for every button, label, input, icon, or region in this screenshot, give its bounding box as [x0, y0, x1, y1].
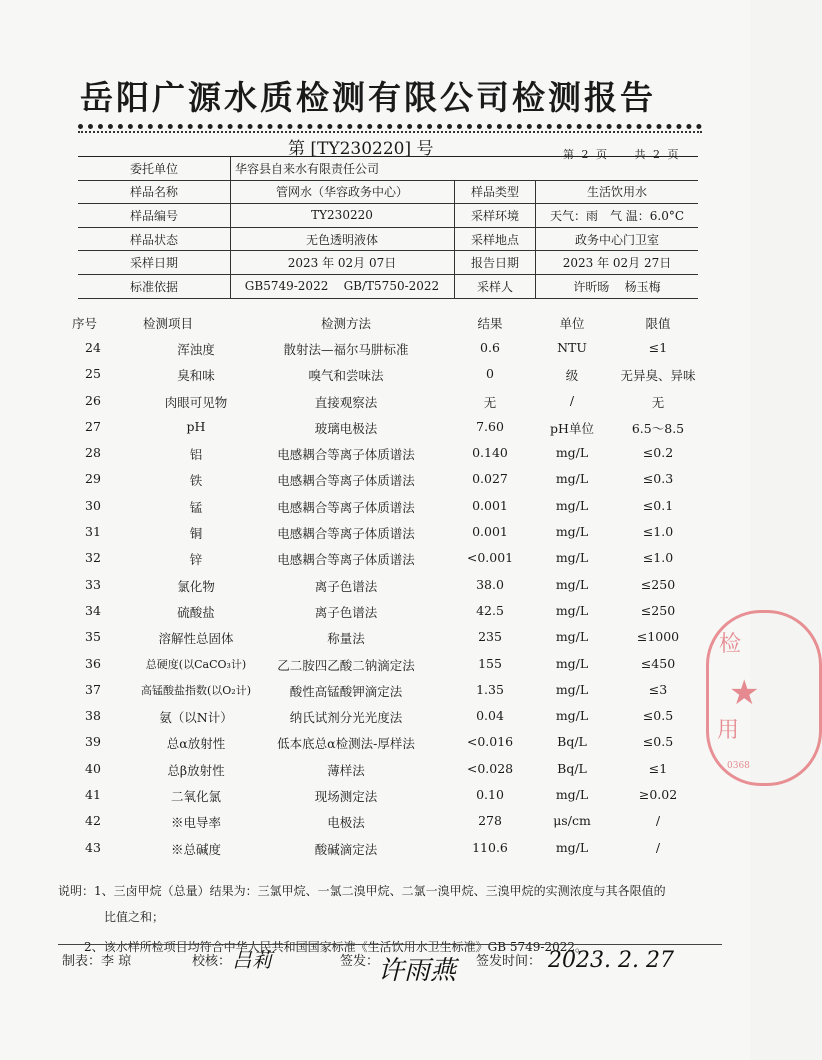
cell-limit: ≤1: [648, 340, 668, 355]
cell-item: 浑浊度: [177, 342, 215, 357]
cell-unit: μs/cm: [553, 813, 591, 829]
cell-limit: ≤1.0: [642, 550, 674, 566]
cell-item: 二氧化氯: [170, 789, 221, 805]
cell-no: 27: [85, 418, 101, 434]
cell-result: 0.001: [472, 497, 508, 513]
sample-type-value: 生活饮用水: [586, 185, 647, 200]
note-1: 说明：1、三卤甲烷（总量）结果为：三氯甲烷、一氯二溴甲烷、二氯一溴甲烷、三溴甲烷的实测浓度与其各限值的: [58, 884, 666, 898]
cell-no: 38: [85, 708, 101, 724]
cell-no: 32: [85, 550, 101, 566]
env-value: [536, 204, 698, 227]
cell-method: 电感耦合等离子体质谱法: [277, 447, 415, 463]
cell-method: 酸碱滴定法: [314, 841, 378, 857]
table-row: [68, 520, 708, 546]
prepared-by: 制表：李 琼: [62, 954, 132, 969]
table-row: [68, 573, 708, 599]
report-title: 岳阳广源水质检测有限公司检测报告: [80, 78, 656, 117]
cell-unit: mg/L: [555, 655, 589, 671]
note-2: 2、该水样所检项目均符合中华人民共和国国家标准《生活饮用水卫生标准》GB 5749-2022。: [84, 940, 587, 954]
cell-result: 0.001: [472, 524, 508, 540]
sample-info-table: [78, 156, 698, 299]
cell-no: 35: [85, 629, 101, 645]
info-row-client: [78, 157, 698, 181]
cell-limit: ≤0.3: [642, 471, 674, 487]
cell-unit: mg/L: [555, 681, 589, 697]
cell-result: 235: [478, 629, 502, 645]
results-table: [68, 336, 708, 862]
cell-result: 0.027: [472, 471, 508, 487]
cell-method: 现场测定法: [314, 789, 378, 805]
cell-item: 臭和味: [177, 368, 215, 384]
report-date-label: 报告日期: [454, 251, 536, 274]
table-row: [68, 783, 708, 809]
sample-date-value: 2023 年 02月 07日: [287, 256, 397, 271]
cell-item: 溶解性总固体: [158, 631, 234, 647]
table-row: [68, 494, 708, 520]
cell-unit: mg/L: [555, 787, 589, 803]
cell-no: 40: [85, 760, 101, 776]
site-value: 政务中心门卫室: [574, 232, 659, 247]
cell-method: 离子色谱法: [314, 604, 378, 620]
cell-limit: ≤1: [648, 760, 668, 776]
sample-name-label: 样品名称: [78, 181, 231, 204]
cell-limit: ≤1000: [636, 629, 680, 645]
cell-no: 41: [85, 787, 101, 803]
table-row: [68, 678, 708, 704]
cell-method: 电感耦合等离子体质谱法: [277, 526, 415, 542]
cell-method: 散射法—福尔马肼标准: [283, 342, 409, 357]
cell-unit: mg/L: [555, 602, 589, 618]
cell-item: 铁: [189, 473, 203, 489]
table-row: [68, 389, 708, 415]
sign-date-label: 签发时间：: [476, 954, 542, 969]
cell-limit: 6.5～8.5: [631, 420, 685, 436]
cell-method: 玻璃电极法: [314, 420, 378, 436]
title-divider: [78, 124, 702, 129]
weather-value: 天气：雨: [549, 208, 598, 223]
table-row: [68, 599, 708, 625]
cell-result: <0.001: [466, 550, 514, 566]
cell-limit: ≤250: [640, 576, 676, 592]
cell-method: 酸性高锰酸钾滴定法: [289, 683, 403, 699]
company-seal: [706, 610, 822, 786]
header-no: 序号: [72, 316, 98, 331]
cell-limit: ≤0.2: [642, 445, 674, 461]
cell-limit: 无: [651, 394, 665, 410]
cell-method: 电感耦合等离子体质谱法: [277, 552, 415, 568]
checked-label: 校核：: [192, 954, 232, 969]
cell-method: 直接观察法: [314, 394, 378, 410]
cell-item: 锌: [189, 552, 203, 568]
info-row-sample-no: [78, 204, 698, 228]
note-1-cont: 比值之和；: [104, 910, 165, 924]
cell-no: 31: [85, 524, 101, 540]
cell-result: 110.6: [472, 839, 508, 855]
cell-unit: mg/L: [555, 497, 589, 513]
signature-divider: [58, 944, 722, 945]
cell-result: 0.6: [480, 340, 500, 355]
report-date-value: 2023 年 02月 27日: [562, 256, 672, 271]
signed-label: 签发：: [340, 954, 380, 969]
table-row: [68, 467, 708, 493]
cell-method: 称量法: [327, 631, 365, 647]
cell-no: 43: [85, 839, 101, 855]
cell-unit: NTU: [557, 340, 587, 355]
results-header: [68, 314, 708, 334]
cell-unit: pH单位: [550, 420, 594, 436]
cell-limit: ≤1.0: [642, 524, 674, 540]
cell-no: 37: [85, 681, 101, 697]
cell-item: 总硬度(以CaCO₃计): [145, 657, 247, 671]
cell-unit: mg/L: [555, 524, 589, 540]
info-row-sample-name: [78, 181, 698, 205]
checked-signature: 吕莉: [232, 948, 272, 972]
header-result: 结果: [477, 316, 503, 331]
report-number: 第 [TY230220] 号: [288, 139, 434, 159]
cell-item: 铝: [189, 447, 203, 463]
cell-method: 低本底总α检测法-厚样法: [277, 736, 415, 752]
cell-item: 高锰酸盐指数(以O₂计): [140, 683, 251, 697]
cell-method: 嗅气和尝味法: [308, 368, 384, 384]
table-row: [68, 836, 708, 862]
temp-value: 气 温：6.0°C: [609, 208, 685, 223]
state-value: 无色透明液体: [305, 232, 378, 247]
cell-limit: ≤0.5: [642, 734, 674, 750]
cell-item: 氯化物: [177, 578, 215, 594]
cell-result: <0.016: [466, 734, 514, 750]
cell-result: 0.04: [476, 708, 504, 724]
site-label: 采样地点: [454, 228, 536, 251]
cell-no: 24: [85, 340, 101, 355]
cell-method: 电感耦合等离子体质谱法: [277, 499, 415, 515]
cell-limit: /: [655, 839, 661, 855]
standard-label: 标准依据: [78, 275, 231, 298]
header-unit: 单位: [559, 316, 585, 331]
cell-item: pH: [186, 418, 206, 434]
cell-limit: 无异臭、异味: [620, 368, 696, 384]
seal-star-icon: ★: [729, 673, 760, 713]
cell-limit: ≤450: [640, 655, 676, 671]
table-row: [68, 809, 708, 835]
info-row-state: [78, 228, 698, 252]
info-row-dates: [78, 251, 698, 275]
cell-result: 1.35: [476, 681, 504, 697]
cell-no: 36: [85, 655, 101, 671]
state-label: 样品状态: [78, 228, 231, 251]
sample-no-label: 样品编号: [78, 204, 231, 227]
cell-unit: Bq/L: [557, 760, 587, 776]
cell-unit: mg/L: [555, 708, 589, 724]
cell-item: 铜: [189, 526, 203, 542]
sample-no-value: TY230220: [311, 208, 373, 223]
sample-name-value: 管网水（华容政务中心）: [275, 185, 408, 200]
seal-text-1: 检: [719, 632, 742, 657]
cell-limit: /: [655, 813, 661, 829]
cell-item: 肉眼可见物: [164, 394, 228, 410]
cell-limit: ≤0.1: [642, 497, 674, 513]
cell-method: 乙二胺四乙酸二钠滴定法: [277, 657, 415, 673]
cell-no: 34: [85, 602, 101, 618]
cell-result: 278: [478, 813, 502, 829]
cell-result: <0.028: [466, 760, 514, 776]
cell-unit: mg/L: [555, 445, 589, 461]
signed-signature: 许雨燕: [378, 956, 457, 986]
cell-result: 42.5: [476, 602, 504, 618]
cell-result: 0.10: [476, 787, 504, 803]
table-row: [68, 415, 708, 441]
cell-method: 离子色谱法: [314, 578, 378, 594]
seal-text-2: 用: [717, 718, 740, 743]
cell-no: 26: [85, 392, 101, 408]
seal-code: 0368: [727, 761, 750, 771]
sampler-label: 采样人: [454, 275, 536, 298]
sign-date-value: 2023. 2. 27: [548, 948, 674, 973]
cell-no: 42: [85, 813, 101, 829]
cell-result: 无: [483, 394, 497, 410]
cell-unit: mg/L: [555, 550, 589, 566]
cell-limit: ≤3: [648, 681, 668, 697]
table-row: [68, 336, 708, 362]
header-item: 检测项目: [142, 316, 193, 331]
table-row: [68, 441, 708, 467]
cell-no: 25: [85, 366, 101, 382]
table-row: [68, 546, 708, 572]
header-limit: 限值: [645, 316, 671, 331]
cell-unit: mg/L: [555, 576, 589, 592]
cell-unit: Bq/L: [557, 734, 587, 750]
cell-limit: ≤250: [640, 602, 676, 618]
cell-unit: mg/L: [555, 471, 589, 487]
page-number: 第 2 页: [563, 148, 607, 161]
sample-date-label: 采样日期: [78, 251, 231, 274]
table-row: [68, 757, 708, 783]
cell-result: 0.140: [472, 445, 508, 461]
cell-item: 硫酸盐: [177, 604, 215, 620]
env-label: 采样环境: [454, 204, 536, 227]
cell-result: 0: [486, 366, 494, 382]
client-label: 委托单位: [78, 157, 231, 180]
cell-method: 电感耦合等离子体质谱法: [277, 473, 415, 489]
sample-type-label: 样品类型: [454, 181, 536, 204]
cell-item: 氨（以N计）: [159, 710, 233, 726]
table-row: [68, 730, 708, 756]
cell-unit: 级: [565, 368, 579, 384]
cell-limit: ≤0.5: [642, 708, 674, 724]
cell-unit: mg/L: [555, 629, 589, 645]
cell-result: 7.60: [476, 418, 504, 434]
cell-method: 薄样法: [327, 762, 365, 778]
cell-item: 总β放射性: [167, 762, 225, 778]
cell-no: 29: [85, 471, 101, 487]
title-divider-2: [78, 131, 702, 133]
table-row: [68, 652, 708, 678]
cell-unit: mg/L: [555, 839, 589, 855]
sampler-value: 许昕旸 杨玉梅: [573, 279, 661, 294]
cell-result: 38.0: [476, 576, 504, 592]
cell-no: 30: [85, 497, 101, 513]
cell-item: 锰: [189, 499, 203, 515]
cell-method: 纳氏试剂分光光度法: [289, 710, 403, 726]
cell-no: 28: [85, 445, 101, 461]
cell-no: 39: [85, 734, 101, 750]
info-row-standard: [78, 275, 698, 299]
cell-result: 155: [478, 655, 502, 671]
cell-item: 总α放射性: [166, 736, 226, 752]
cell-item: ※总碱度: [170, 841, 221, 857]
cell-unit: /: [569, 392, 575, 408]
standard-value: GB5749-2022 GB/T5750-2022: [244, 279, 440, 294]
table-row: [68, 704, 708, 730]
client-value: 华容县自来水有限责任公司: [235, 161, 380, 176]
page-total: 共 2 页: [634, 148, 679, 161]
cell-no: 33: [85, 576, 101, 592]
cell-limit: ≥0.02: [638, 787, 678, 803]
cell-item: ※电导率: [170, 815, 221, 831]
table-row: [68, 625, 708, 651]
header-method: 检测方法: [320, 316, 371, 331]
cell-method: 电极法: [327, 815, 365, 831]
table-row: [68, 362, 708, 388]
